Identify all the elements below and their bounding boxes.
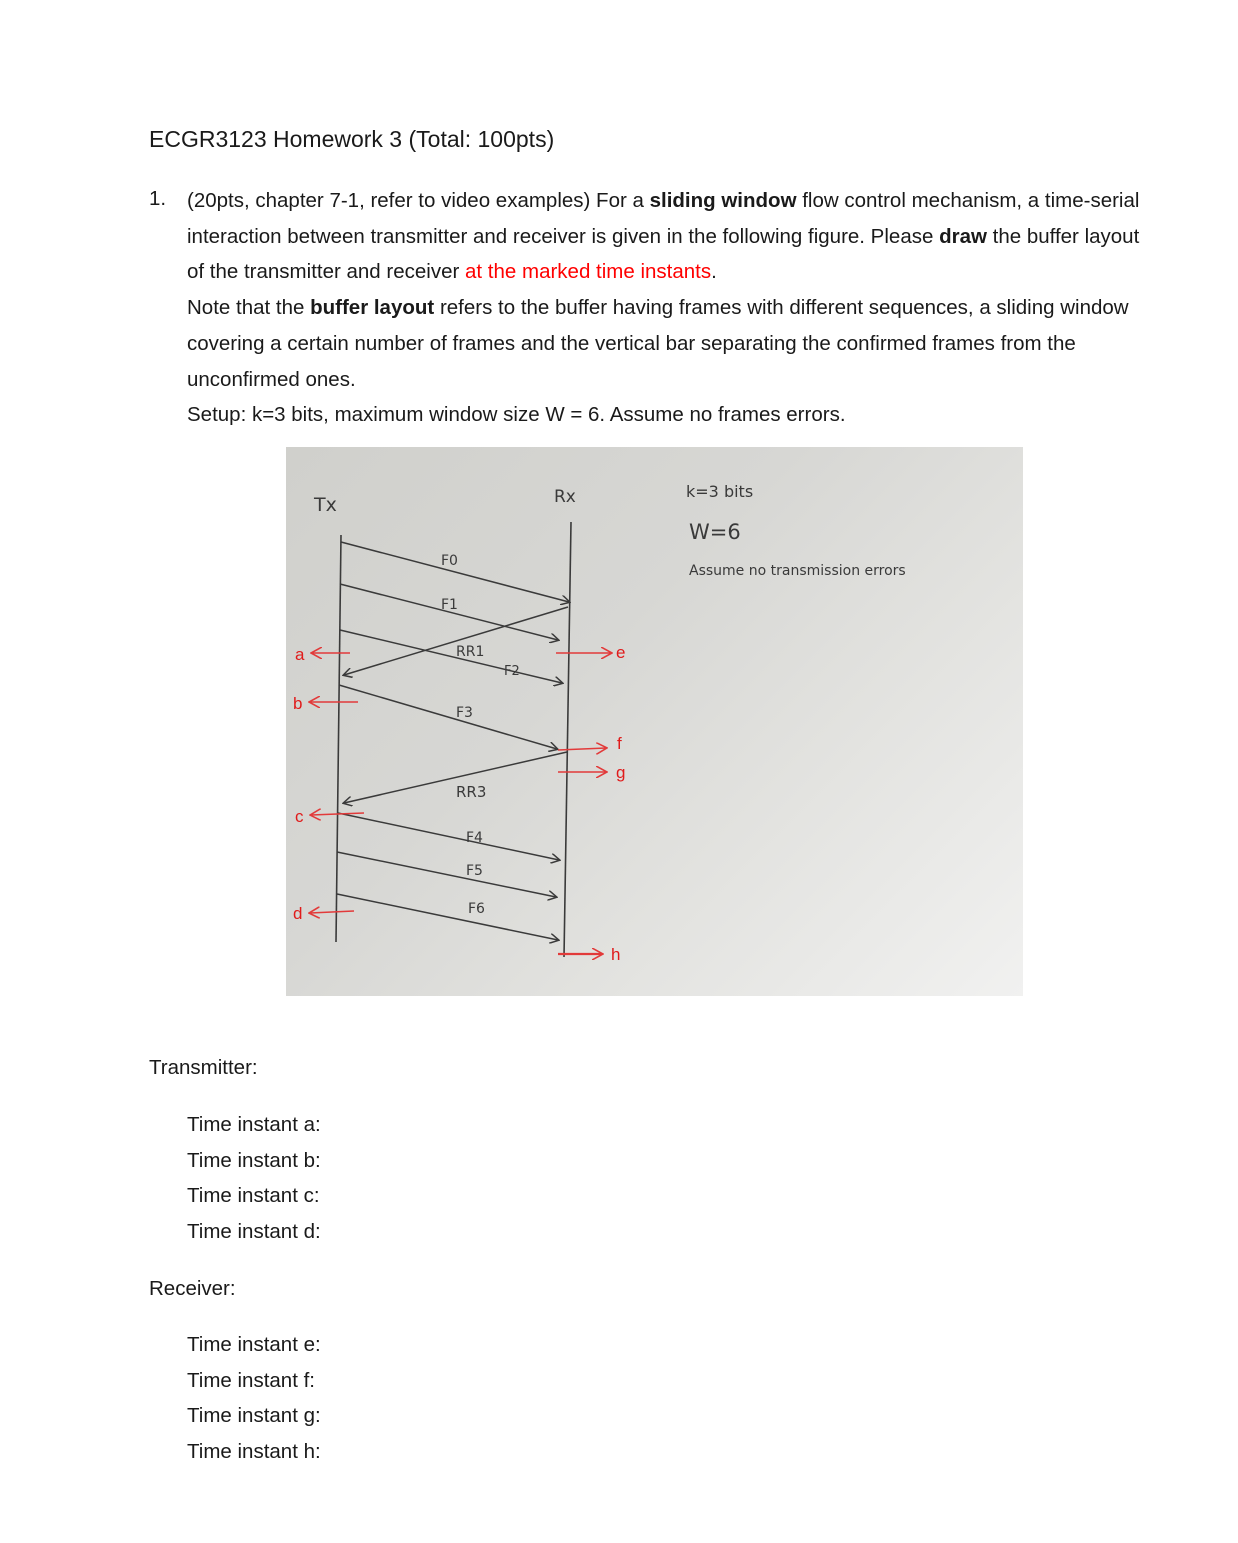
label-f3: F3 xyxy=(456,705,473,721)
instant-b: Time instant b: xyxy=(187,1148,321,1172)
f6-arrow xyxy=(337,894,558,940)
handwritten-timing-diagram xyxy=(286,447,1023,996)
marker-b: b xyxy=(293,694,303,713)
red-marked-instants: at the marked time instants xyxy=(465,260,712,284)
question-text xyxy=(187,183,1147,433)
rx-label: Rx xyxy=(554,487,576,507)
setup-line: Setup: k=3 bits, maximum window size W = 6. Assume no frames errors. xyxy=(187,403,846,427)
marker-f-arrow xyxy=(558,748,606,750)
label-rr3: RR3 xyxy=(456,783,487,801)
bold-draw: draw xyxy=(939,224,987,248)
label-f1: F1 xyxy=(441,597,458,613)
marker-d: d xyxy=(293,904,303,923)
transmitter-heading: Transmitter: xyxy=(149,1056,258,1079)
bold-buffer-layout: buffer layout xyxy=(310,296,435,320)
marker-h: h xyxy=(611,945,621,964)
label-f4: F4 xyxy=(466,830,483,846)
instant-d: Time instant d: xyxy=(187,1219,321,1243)
question-intro: (20pts, chapter 7-1, refer to video examples) For a xyxy=(187,189,650,212)
note-paragraph xyxy=(187,290,1147,397)
tx-label: Tx xyxy=(314,494,337,516)
rr1-arrow xyxy=(344,607,568,675)
timing-diagram-svg xyxy=(286,447,1023,996)
label-f2: F2 xyxy=(504,664,520,679)
f4-arrow xyxy=(338,813,559,860)
question-paragraph xyxy=(187,183,1147,290)
marker-c-arrow xyxy=(311,813,364,815)
tx-timeline xyxy=(336,535,341,942)
instant-h: Time instant h: xyxy=(187,1439,321,1463)
page-title: ECGR3123 Homework 3 (Total: 100pts) xyxy=(149,126,555,152)
marker-d-arrow xyxy=(310,911,354,913)
note-assume: Assume no transmission errors xyxy=(689,563,906,579)
note-rest: refers to the buffer having frames with different sequences, a sliding window covering a certain number of frames and the vertical bar separating the confirmed frames from the unconfirmed ones. xyxy=(187,296,1129,391)
note-w: W=6 xyxy=(689,520,741,544)
label-f5: F5 xyxy=(466,863,483,879)
bold-sliding-window: sliding window xyxy=(649,189,797,212)
receiver-instants xyxy=(187,1327,321,1469)
instant-c: Time instant c: xyxy=(187,1184,320,1207)
question-period: . xyxy=(711,260,717,284)
question-after-draw: the buffer layout of the transmitter and receiver xyxy=(187,224,1140,284)
label-rr1: RR1 xyxy=(456,644,485,660)
question-after-sliding: flow control mechanism, a time-serial interaction between transmitter and receiver is given in the following figure. Please xyxy=(187,189,1140,248)
instant-e: Time instant e: xyxy=(187,1333,321,1356)
note-k: k=3 bits xyxy=(686,482,754,501)
marker-c: c xyxy=(295,807,304,826)
marker-g: g xyxy=(616,763,626,782)
receiver-heading: Receiver: xyxy=(149,1277,236,1300)
instant-g: Time instant g: xyxy=(187,1404,321,1427)
f5-arrow xyxy=(337,852,556,897)
f3-arrow xyxy=(339,685,557,749)
instant-a: Time instant a: xyxy=(187,1113,321,1136)
transmitter-instants xyxy=(187,1107,321,1249)
marker-e: e xyxy=(616,643,626,662)
instant-f: Time instant f: xyxy=(187,1368,315,1392)
marker-a: a xyxy=(295,645,305,664)
rx-timeline xyxy=(564,522,571,957)
label-f6: F6 xyxy=(468,901,485,917)
marker-f: f xyxy=(617,734,622,753)
question-number: 1. xyxy=(149,187,167,210)
f2-arrow xyxy=(340,630,562,683)
note-prefix: Note that the xyxy=(187,296,311,320)
label-f0: F0 xyxy=(441,553,458,569)
